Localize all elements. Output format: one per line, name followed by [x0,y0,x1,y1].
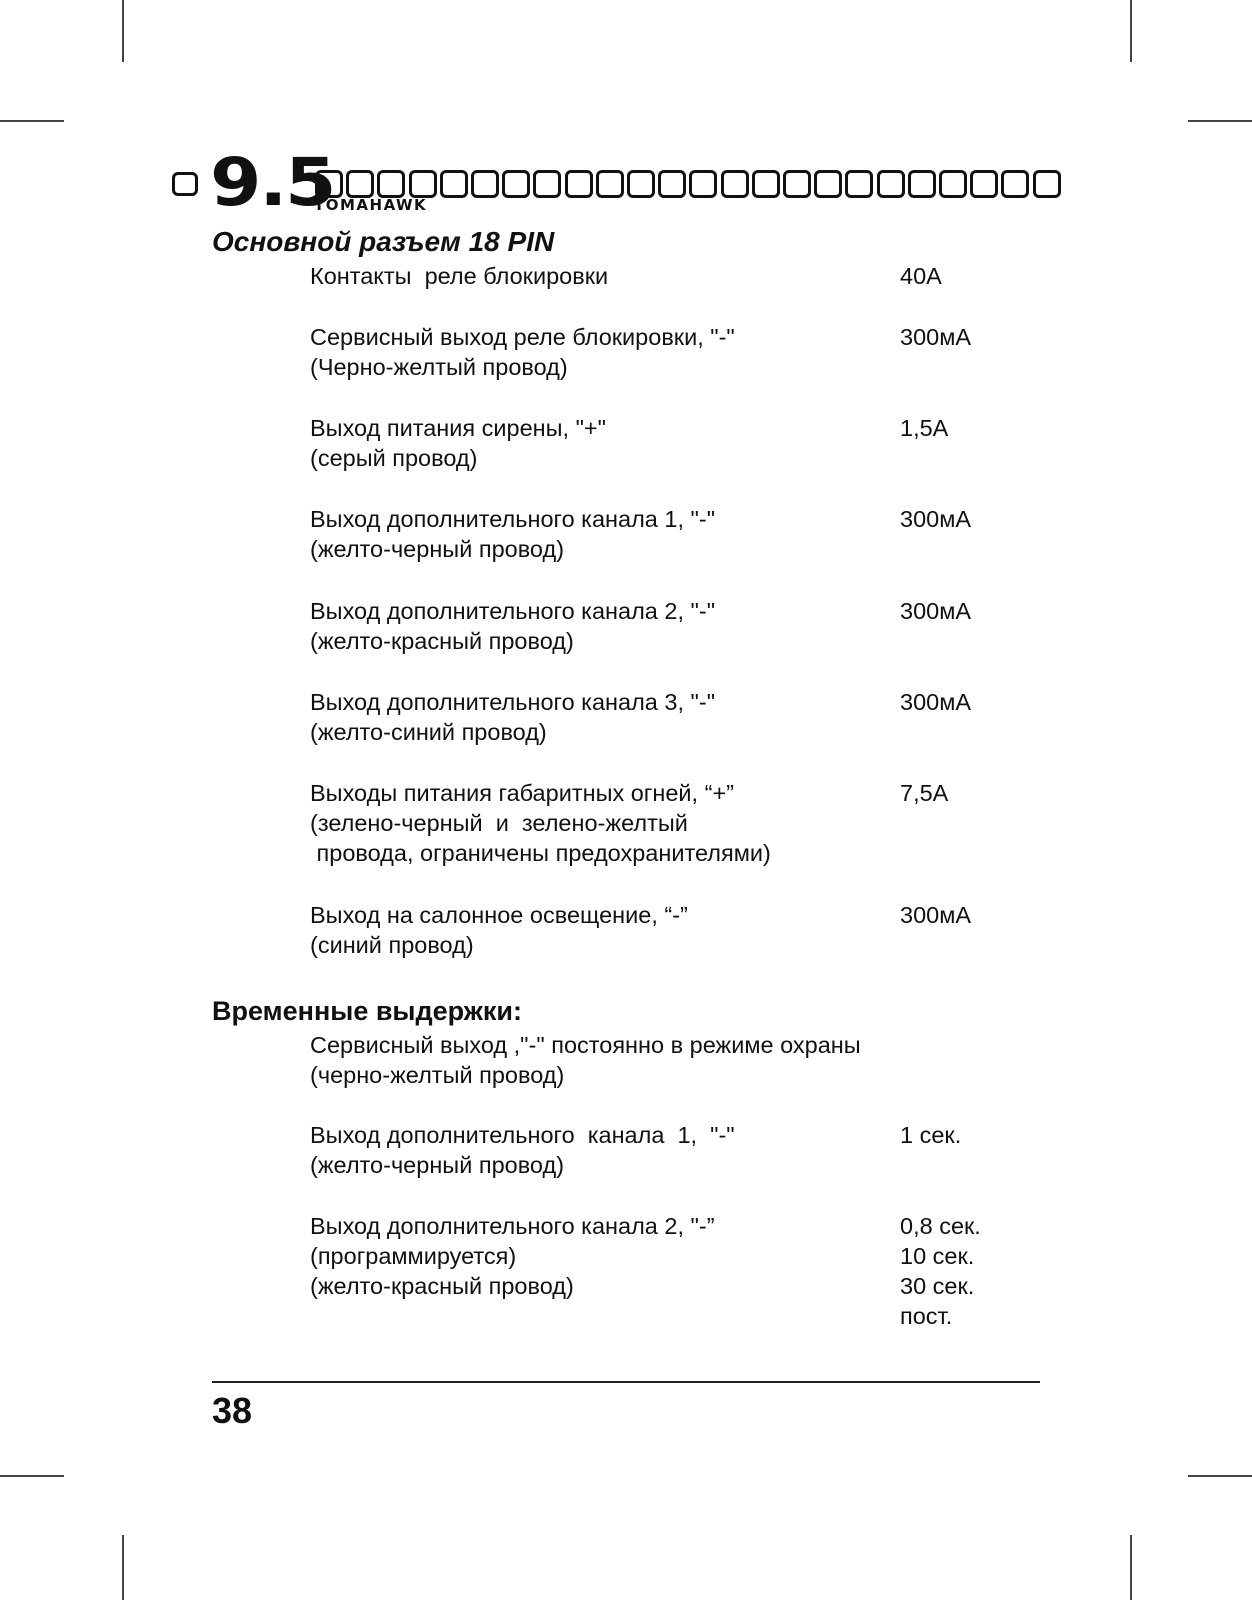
spec-item-line: (желто-красный провод) [310,1273,574,1299]
spec-item-line: Выход дополнительного канала 2, "-" [310,598,716,624]
section-number-logo: 9.5 [210,144,335,221]
decorative-box [533,170,561,198]
spec-item-line: (черно-желтый провод) [310,1062,565,1088]
spec-item-line: (синий провод) [310,932,474,958]
section-title-main-connector: Основной разъем 18 PIN [212,226,555,257]
crop-mark-bottom-right [1130,1535,1132,1600]
spec-item-value: 300мА [900,902,972,928]
decorative-box [172,172,198,196]
decorative-box [752,170,780,198]
brand-logo: TOMAHAWK [314,196,428,214]
spec-item-value: 300мА [900,506,972,532]
spec-item-line: провода, ограничены предохранителями) [310,840,771,866]
spec-item-line: (программируется) [310,1243,517,1269]
spec-item-line: (зелено-черный и зелено-желтый [310,810,688,836]
spec-item-value: 300мА [900,689,972,715]
decorative-box [377,170,405,198]
decorative-box [845,170,873,198]
decorative-box [689,170,717,198]
spec-item-line: (желто-синий провод) [310,719,547,745]
section-title-time-delays: Временные выдержки: [212,996,523,1026]
spec-item-line: (желто-красный провод) [310,628,574,654]
crop-mark-bottom-left [122,1535,124,1600]
spec-item-value: 7,5А [900,780,949,806]
spec-item-line: (серый провод) [310,445,478,471]
decorative-box [502,170,530,198]
spec-item-value: 300мА [900,324,972,350]
spec-item-value: 1,5А [900,415,949,441]
spec-item-value: 1 сек. [900,1122,962,1148]
spec-item-line: Контакты реле блокировки [310,263,609,289]
crop-mark-top-right [1130,0,1132,62]
decorative-box [939,170,967,198]
footer-divider [212,1381,1040,1383]
page-number: 38 [212,1390,253,1431]
spec-item-line: Выход дополнительного канала 3, "-" [310,689,716,715]
decorative-box [596,170,624,198]
crop-mark-left-upper [0,120,64,122]
crop-mark-right-lower [1188,1475,1252,1477]
spec-item-line: Выходы питания габаритных огней, “+” [310,780,734,806]
spec-item-line: (Черно-желтый провод) [310,354,568,380]
spec-item-line: Выход дополнительного канала 1, "-" [310,506,716,532]
decorative-box [627,170,655,198]
spec-item-line: (желто-черный провод) [310,1152,565,1178]
decorative-box [1001,170,1029,198]
spec-item-value: 10 сек. [900,1243,975,1269]
spec-item-line: Выход на салонное освещение, “-” [310,902,688,928]
decorative-box [814,170,842,198]
crop-mark-top-left [122,0,124,62]
spec-item-value: 30 сек. [900,1273,975,1299]
spec-item-value: 0,8 сек. [900,1213,981,1239]
decorative-box [783,170,811,198]
spec-item-line: Сервисный выход реле блокировки, "-" [310,324,735,350]
spec-item-value: 40А [900,263,942,289]
spec-item-value: 300мА [900,598,972,624]
spec-item-line: Сервисный выход ,"-" постоянно в режиме охраны [310,1032,861,1058]
spec-item-line: Выход дополнительного канала 2, "-” [310,1213,715,1239]
decorative-box [970,170,998,198]
decorative-box [1033,170,1061,198]
decorative-box [471,170,499,198]
decorative-box [565,170,593,198]
decorative-box [409,170,437,198]
decorative-box [658,170,686,198]
decorative-box [440,170,468,198]
decorative-box [908,170,936,198]
crop-mark-right-upper [1188,120,1252,122]
spec-item-line: Выход дополнительного канала 1, "-" [310,1122,735,1148]
spec-item-line: Выход питания сирены, "+" [310,415,606,441]
crop-mark-left-lower [0,1475,64,1477]
decorative-box [346,170,374,198]
decorative-box [877,170,905,198]
spec-item-line: (желто-черный провод) [310,536,565,562]
decorative-box [721,170,749,198]
spec-item-value: пост. [900,1303,953,1329]
